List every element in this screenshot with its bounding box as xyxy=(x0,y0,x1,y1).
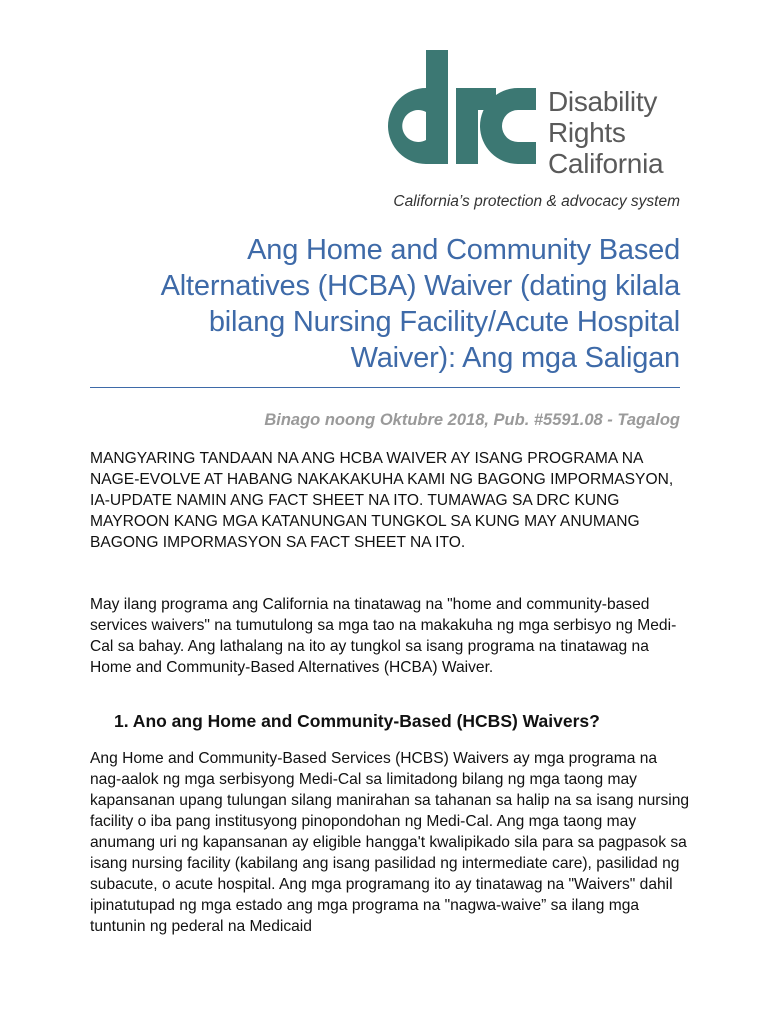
drc-logo-mark xyxy=(368,50,548,190)
section-1-body: Ang Home and Community-Based Services (HCBS) Waivers ay mga programa na nag-aalok ng mga serbisyong Medi-Cal sa limitadong bilang ng mga taong may kapansanan upang tulungan silang manirahan sa tahanan sa halip na sa isang nursing facility o iba pang institusyong pinopondohan ng Medi-Cal. Ang mga taong may anumang uri ng kapansanan ay eligible hangga't kwalipikado sila para sa pagpasok sa isang nursing facility (kabilang ang isang pasilidad ng intermediate care), pasilidad ng subacute, o acute hospital. Ang mga programang ito ay tinatawag na "Waivers" dahil ipinatutupad ng mga estado ang mga programa na "nagwa-waive” sa ilang mga tuntunin ng pederal na Medicaid xyxy=(90,750,690,935)
intro-paragraph: May ilang programa ang California na tinatawag na "home and community-based services waivers" na tumutulong sa mga tao na makakuha ng mga serbisyo ng Medi-Cal sa bahay. Ang lathalang na ito ay tungkol sa isang programa na tinatawag na Home and Community-Based Alternatives (HCBA) Waiver. xyxy=(90,596,677,676)
logo-wordmark xyxy=(548,86,663,179)
revision-note: Binago noong Oktubre 2018, Pub. #5591.08 - Tagalog xyxy=(264,411,680,429)
logo-line-2: Rights xyxy=(548,117,626,148)
logo-line-1: Disability xyxy=(548,86,658,117)
notice-paragraph: MANGYARING TANDAAN NA ANG HCBA WAIVER AY ISANG PROGRAMA NA NAGE-EVOLVE AT HABANG NAKAKAKUHA KAMI NG BAGONG IMPORMASYON, IA-UPDATE NAMIN ANG FACT SHEET NA ITO. TUMAWAG SA DRC KUNG MAYROON KANG MGA KATANUNGAN TUNGKOL SA KUNG MAY ANUMANG BAGONG IMPORMASYON SA FACT SHEET NA ITO. xyxy=(90,450,674,551)
logo-line-3: California xyxy=(548,148,664,179)
tagline: California’s protection & advocacy system xyxy=(393,193,680,210)
document-title: Ang Home and Community Based Alternatives (HCBA) Waiver (dating kilala bilang Nursing Facility/Acute Hospital Waiver): Ang mga Saligan xyxy=(160,234,680,374)
title-divider xyxy=(90,387,680,388)
section-1-heading: 1. Ano ang Home and Community-Based (HCBS) Waivers? xyxy=(114,711,600,731)
drc-logo xyxy=(368,50,688,190)
